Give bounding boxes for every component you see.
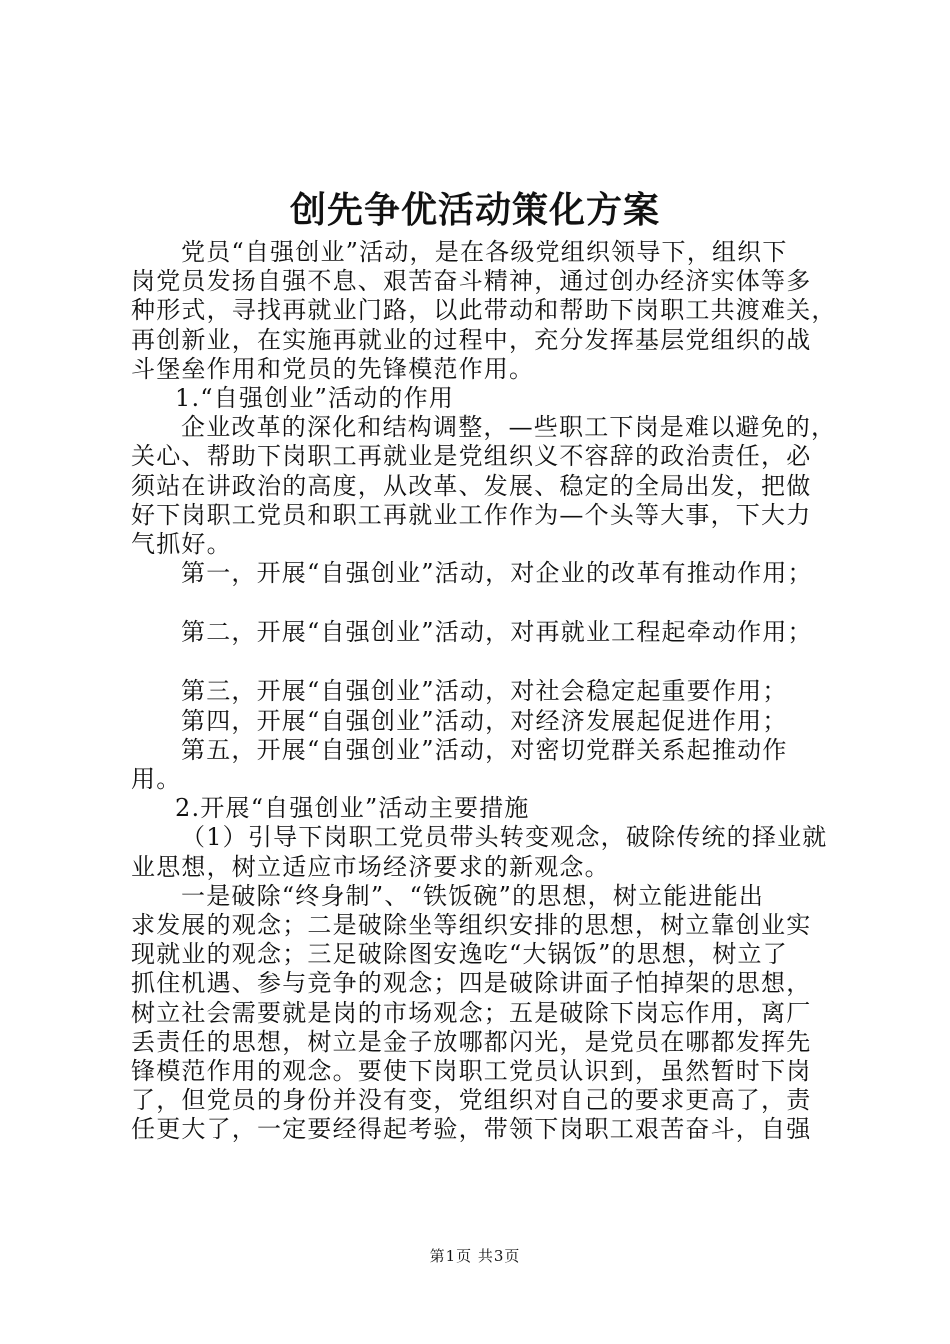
document-title: 创先争优活动策化方案: [289, 190, 660, 231]
list-item: 第三，开展“自强创业”活动，对社会稳定起重要作用；: [181, 677, 788, 706]
paragraph-line: 树立社会需要就是岗的市场观念；五是破除下岗忘作用，离厂: [131, 998, 812, 1027]
paragraph-line: 求发展的观念；二是破除坐等组织安排的思想，树立靠创业实: [131, 910, 812, 939]
paragraph-line: 业思想，树立适应市场经济要求的新观念。: [131, 852, 610, 881]
paragraph-line: 种形式，寻找再就业门路，以此带动和帮助下岗职工共渡难关，: [131, 296, 837, 325]
paragraph-line: 须站在讲政治的高度，从改革、发展、稳定的全局出发，把做: [131, 471, 812, 500]
paragraph-line: 斗堡垒作用和党员的先锋模范作用。: [131, 354, 535, 383]
list-item: 第二，开展“自强创业”活动，对再就业工程起牵动作用；: [181, 618, 813, 647]
paragraph-line: 丢责任的思想，树立是金子放哪都闪光，是党员在哪都发挥先: [131, 1027, 812, 1056]
paragraph-line: 关心、帮助下岗职工再就业是党组织义不容辞的政治责任，必: [131, 442, 812, 471]
paragraph-line: 一是破除“终身制”、“铁饭碗”的思想，树立能进能出: [181, 881, 765, 910]
paragraph-line: 岗党员发扬自强不息、艰苦奋斗精神，通过创办经济实体等多: [131, 267, 812, 296]
paragraph-line: 现就业的观念；三足破除图安逸吃“大锅饭”的思想，树立了: [131, 940, 788, 969]
paragraph-line: 气抓好。: [131, 529, 232, 558]
list-item: 第四，开展“自强创业”活动，对经济发展起促进作用；: [181, 706, 788, 735]
paragraph-line: 抓住机遇、参与竞争的观念；四是破除讲面子怕掉架的思想，: [131, 969, 812, 998]
paragraph-line: 用。: [131, 765, 182, 793]
paragraph-line: 好下岗职工党员和职工再就业工作作为—个头等大事，下大力: [131, 500, 812, 529]
paragraph-line: 任更大了，一定要经得起考验，带领下岗职工艰苦奋斗，自强: [131, 1115, 812, 1144]
document-body: [131, 238, 841, 1144]
list-item: 第一，开展“自强创业”活动，对企业的改革有推动作用；: [181, 559, 813, 588]
section-heading: 2.开展“自强创业”活动主要措施: [175, 794, 530, 823]
section-heading: 1.“自强创业”活动的作用: [175, 383, 455, 412]
paragraph-line: 锋模范作用的观念。要使下岗职工党员认识到，虽然暂时下岗: [131, 1056, 812, 1085]
paragraph-line: 再创新业，在实施再就业的过程中，充分发挥基层党组织的战: [131, 325, 812, 354]
list-item: 第五，开展“自强创业”活动，对密切党群关系起推动作: [181, 735, 788, 764]
paragraph-line: 了，但党员的身份并没有变，党组织对自己的要求更高了，责: [131, 1086, 812, 1115]
paragraph-line: （1）引导下岗职工党员带头转变观念，破除传统的择业就: [181, 823, 828, 852]
page-footer: 第1页 共3页: [429, 1247, 521, 1265]
paragraph-line: 企业改革的深化和结构调整，—些职工下岗是难以避免的，: [181, 413, 837, 442]
paragraph-line: 党员“自强创业”活动，是在各级党组织领导下，组织下: [181, 238, 788, 266]
